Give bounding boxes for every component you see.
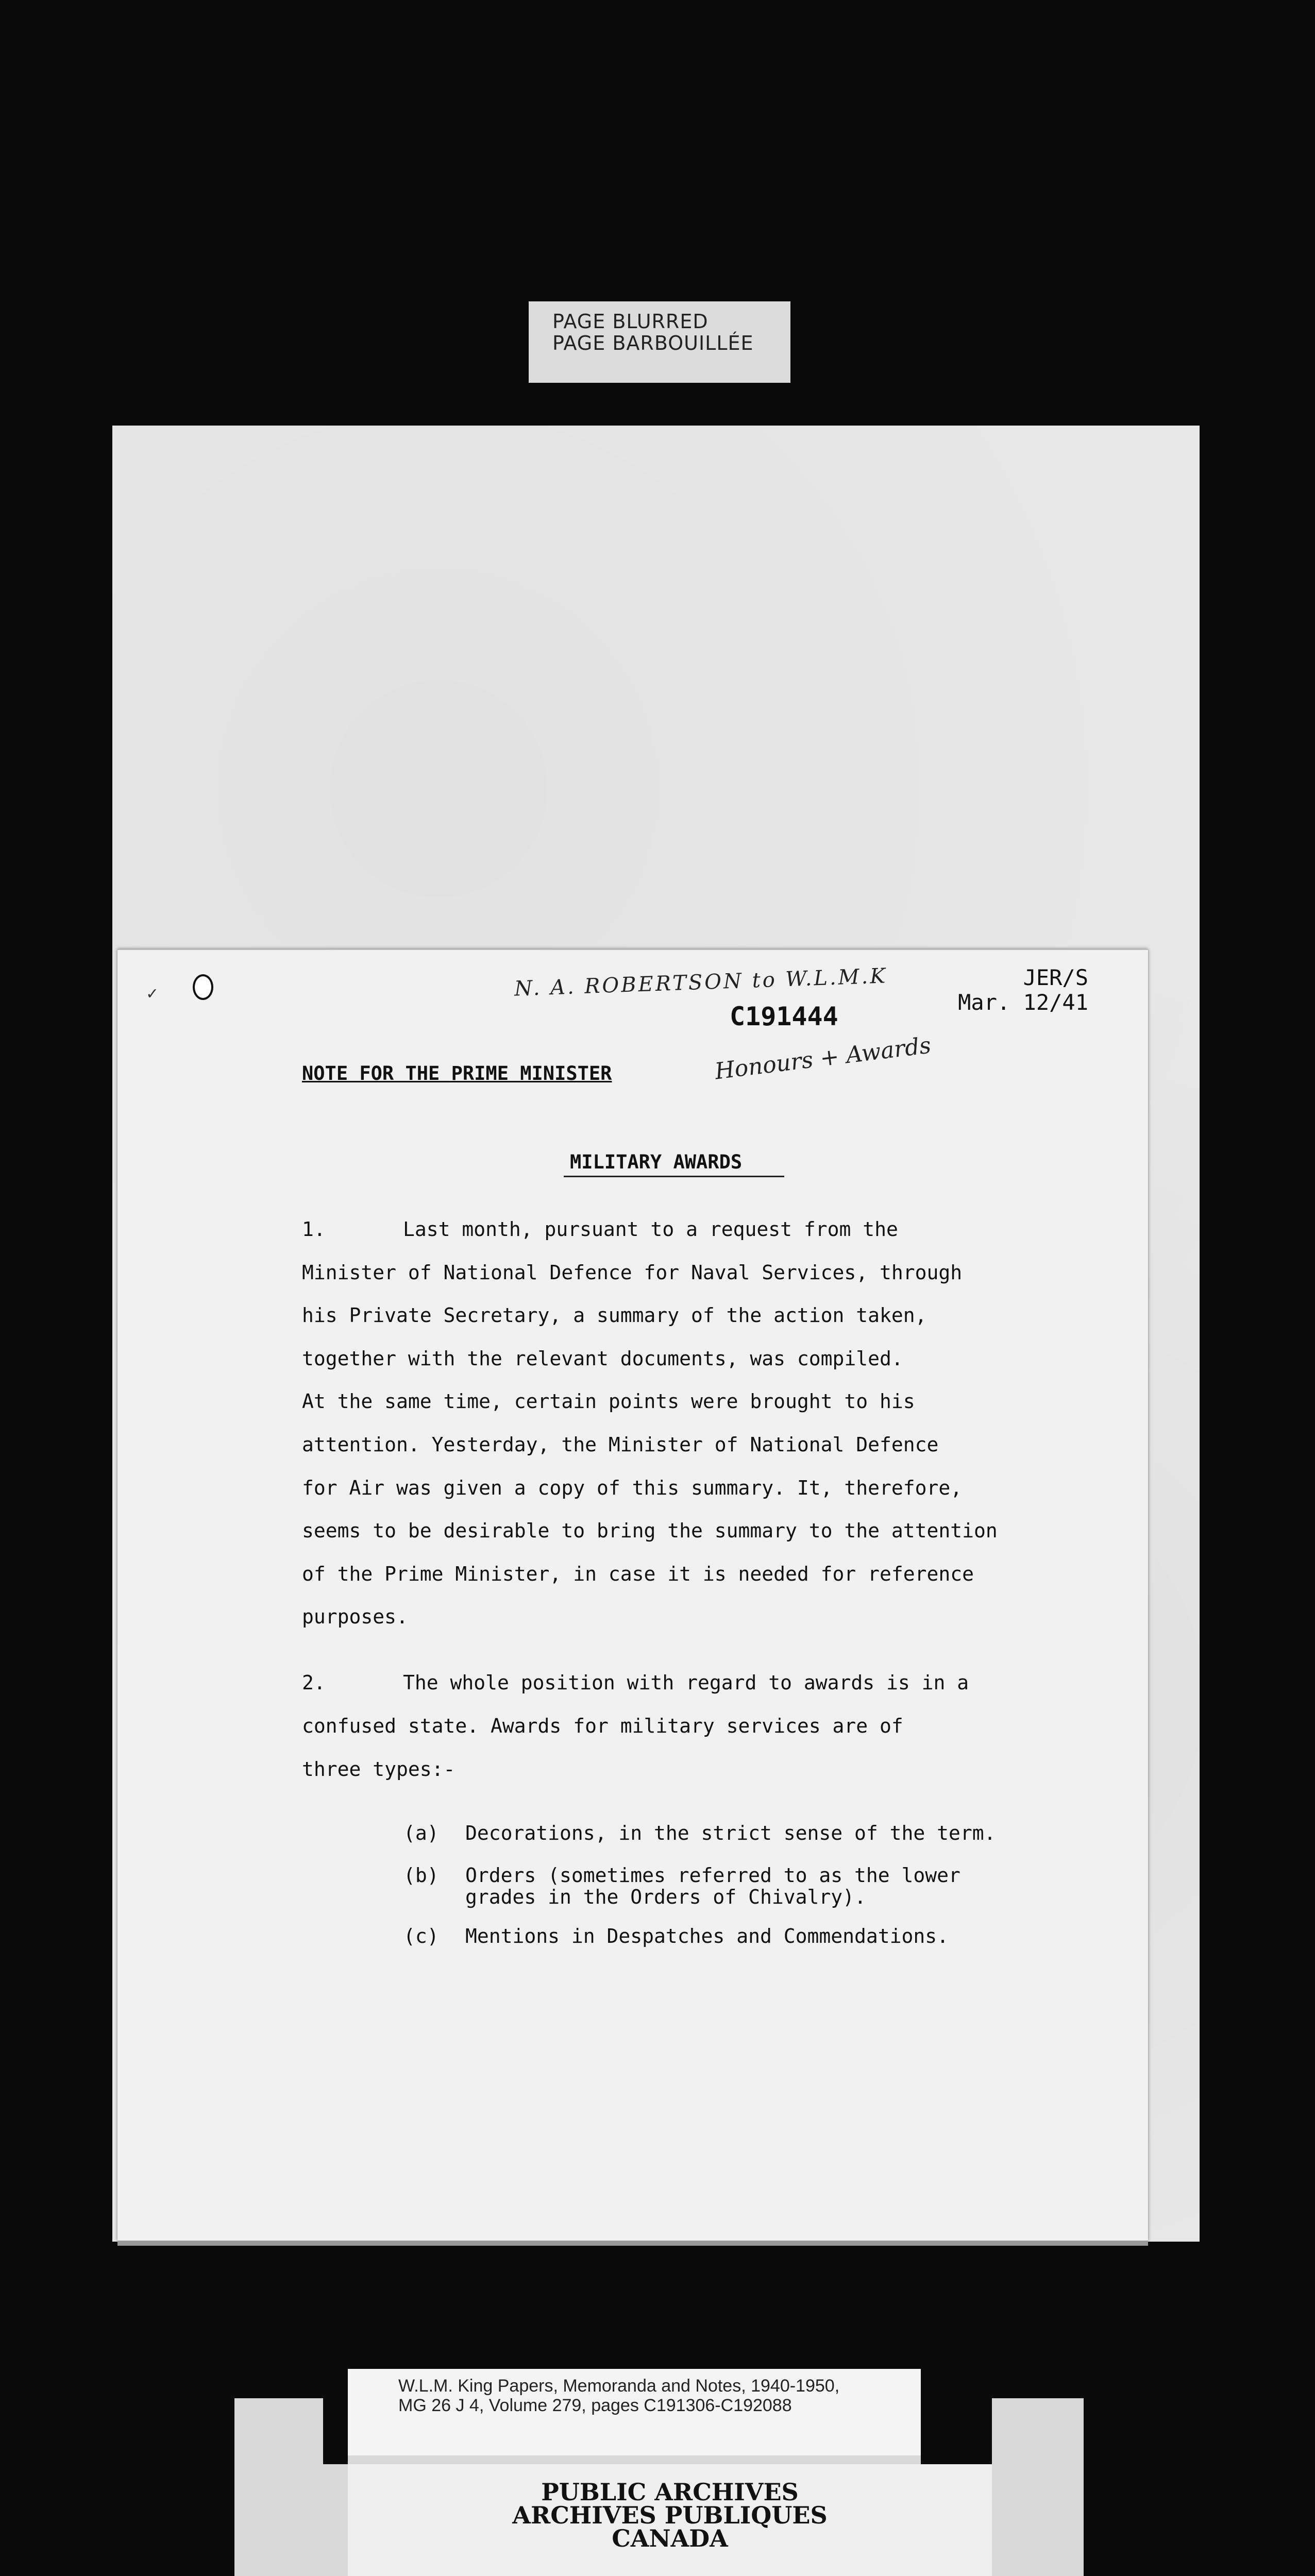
list-item-continuation: grades in the Orders of Chivalry). [465,1886,866,1908]
reference-initials: JER/S [1023,965,1088,990]
list-item-label: (c) [403,1925,439,1947]
section-underline [564,1176,784,1177]
paragraph-line: attention. Yesterday, the Minister of National Defence [302,1433,939,1456]
paragraph-line: At the same time, certain points were brought to his [302,1390,915,1413]
paragraph-line: purposes. [302,1605,408,1629]
archive-name-french: ARCHIVES PUBLIQUES [512,2501,828,2529]
paragraph-line: seems to be desirable to bring the summary to the attention [302,1519,998,1543]
archive-stamp [348,2464,992,2576]
source-citation [348,2369,921,2455]
reference-block [958,965,1088,1015]
source-citation-line: MG 26 J 4, Volume 279, pages C191306-C192088 [398,2396,792,2415]
paragraph-line: confused state. Awards for military services are of [302,1715,903,1737]
list-item [403,1925,949,1947]
list-item-label: (b) [403,1864,439,1887]
list-item-text: Orders (sometimes referred to as the lower [465,1864,960,1887]
page-edge [117,2241,1148,2246]
handwritten-subject: Honours + Awards [713,1032,933,1085]
margin-mark: ✓ [147,983,158,1004]
handwritten-attribution: N. A. ROBERTSON to W.L.M.K [514,964,888,1001]
blur-notice-french: PAGE BARBOUILLÉE [552,332,754,354]
paragraph-line: for Air was given a copy of this summary. It, therefore, [302,1476,963,1499]
paragraph-line: three types:- [302,1758,456,1781]
list-item [403,1864,960,1908]
document-number: C191444 [730,1002,838,1031]
archive-country: CANADA [612,2524,728,2552]
paragraph-line: his Private Secretary, a summary of the action taken, [302,1304,927,1327]
list-item-text: Mentions in Despatches and Commendations. [465,1925,949,1947]
blurred-page-notice [529,301,790,383]
paragraph-2 [302,1671,1065,1801]
list-item-text: Decorations, in the strict sense of the term. [465,1822,996,1844]
paragraph-line: 1. Last month, pursuant to a request from the [302,1218,898,1241]
reference-date: Mar. 12/41 [958,990,1088,1015]
paragraph-line: 2. The whole position with regard to awards is in a [302,1671,969,1694]
paragraph-number: 1. [302,1218,326,1241]
list-item-label: (a) [403,1822,439,1844]
paragraph-number: 2. [302,1671,326,1694]
note-title: NOTE FOR THE PRIME MINISTER [302,1062,612,1084]
archive-name-english: PUBLIC ARCHIVES [541,2478,799,2506]
memo-page [117,949,1148,2241]
paragraph-line: together with the relevant documents, was compiled. [302,1347,903,1370]
list-item [403,1822,996,1844]
source-citation-line: W.L.M. King Papers, Memoranda and Notes, 1940-1950, [398,2376,840,2396]
paragraph-line: Minister of National Defence for Naval Services, through [302,1261,963,1284]
label-notch-right [921,2398,992,2464]
label-notch-left [323,2398,348,2464]
paragraph-line: of the Prime Minister, in case it is needed for reference [302,1562,974,1585]
punch-hole-icon [193,974,213,1000]
paragraph-1 [302,1218,1065,1649]
section-heading-text: MILITARY AWARDS [570,1151,743,1173]
section-heading [570,1151,742,1173]
blur-notice-english: PAGE BLURRED [552,310,709,333]
